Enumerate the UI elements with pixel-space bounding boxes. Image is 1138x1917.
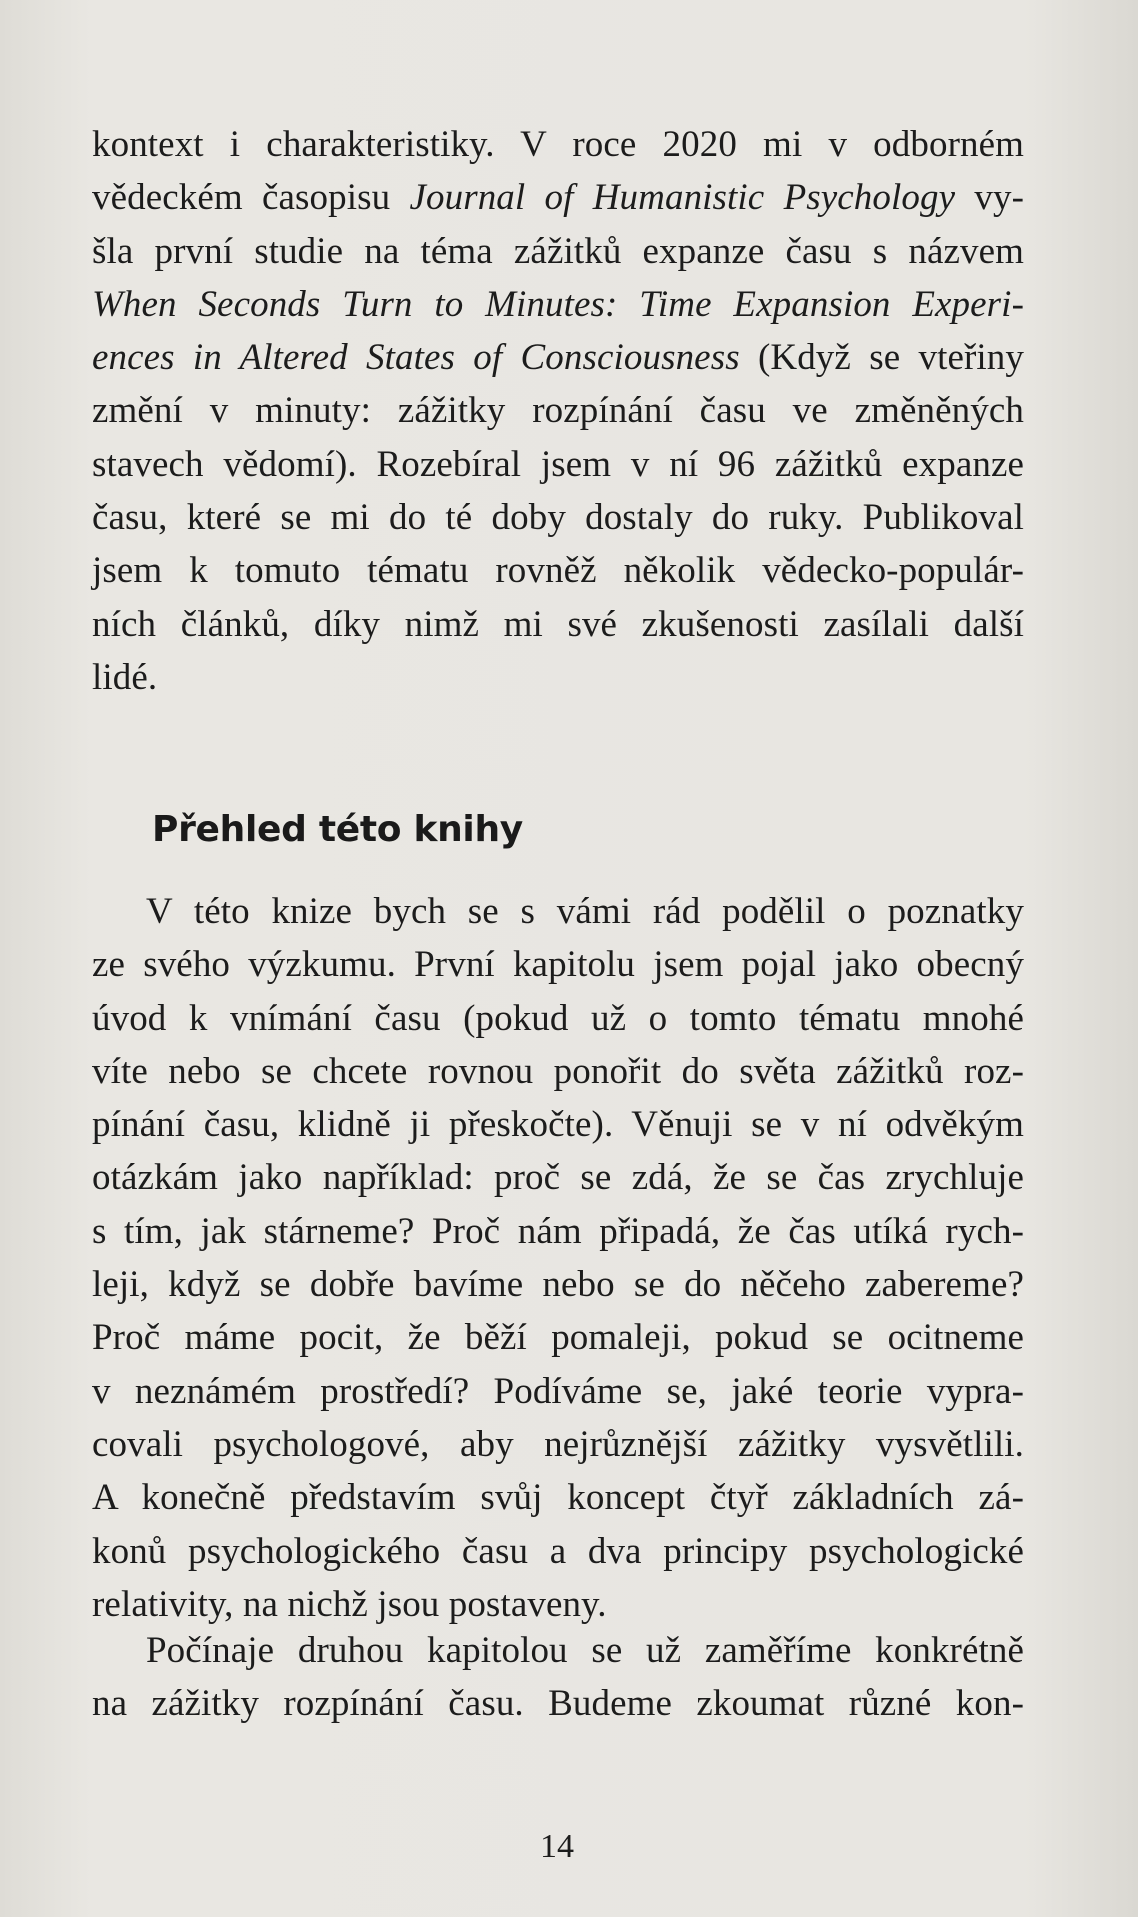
study-title-line: When Seconds Turn to Minutes: Time Expansion Experi- — [92, 283, 1024, 325]
text-line: jsem k tomuto tématu rovněž několik vědecko-populár- — [92, 550, 1024, 592]
section-heading: Přehled této knihy — [152, 809, 523, 850]
text-line: otázkám jako například: proč se zdá, že se čas zrychluje — [92, 1157, 1024, 1199]
text-segment: vy- — [955, 177, 1024, 219]
text-segment: vědeckém časopisu — [92, 177, 410, 219]
text-line: pínání času, klidně ji přeskočte). Věnuji se v ní odvěkým — [92, 1104, 1024, 1146]
text-line: Proč máme pocit, že běží pomaleji, pokud se ocitneme — [92, 1317, 1024, 1359]
page-number: 14 — [540, 1828, 574, 1865]
text-line: V této knize bych se s vámi rád podělil o poznatky — [146, 891, 1024, 932]
text-line: úvod k vnímání času (pokud už o tomto tématu mnohé — [92, 997, 1024, 1039]
text-line: relativity, na nichž jsou postaveny. — [92, 1583, 607, 1625]
text-line: v neznámém prostředí? Podíváme se, jaké teorie vypra- — [92, 1370, 1024, 1412]
text-line: konů psychologického času a dva principy psychologické — [92, 1530, 1024, 1572]
text-segment: (Když se vteřiny — [739, 337, 1024, 379]
text-line: A konečně představím svůj koncept čtyř základních zá- — [92, 1477, 1024, 1519]
text-line: změní v minuty: zážitky rozpínání času ve změněných — [92, 390, 1024, 432]
text-line: leji, když se dobře bavíme nebo se do něčeho zabereme? — [92, 1264, 1024, 1306]
journal-title: Journal of Humanistic Psychology — [409, 177, 956, 219]
text-line: kontext i charakteristiky. V roce 2020 mi v odborném — [92, 124, 1024, 165]
text-line — [92, 171, 1024, 224]
text-line: ních článků, díky nimž mi své zkušenosti zasílali další — [92, 603, 1024, 645]
study-title-line: ences in Altered States of Consciousness — [92, 337, 740, 379]
text-line: stavech vědomí). Rozebíral jsem v ní 96 zážitků expanze — [92, 443, 1024, 485]
paragraph-book-overview — [92, 885, 1024, 1631]
text-line: víte nebo se chcete rovnou ponořit do světa zážitků roz- — [92, 1050, 1024, 1092]
paragraph-intro-context — [92, 118, 1024, 704]
text-line: covali psychologové, aby nejrůznější zážitky vysvětlili. — [92, 1423, 1024, 1465]
text-line: času, které se mi do té doby dostaly do ruky. Publikoval — [92, 497, 1024, 539]
paragraph-second-chapter — [92, 1624, 1024, 1731]
text-line: Počínaje druhou kapitolou se už zaměříme konkrétně — [146, 1630, 1024, 1671]
text-line: šla první studie na téma zážitků expanze času s názvem — [92, 230, 1024, 272]
text-line: ze svého výzkumu. První kapitolu jsem pojal jako obecný — [92, 944, 1024, 986]
text-line — [92, 331, 1024, 384]
text-line: s tím, jak stárneme? Proč nám připadá, že čas utíká rych- — [92, 1210, 1024, 1252]
text-line: na zážitky rozpínání času. Budeme zkoumat různé kon- — [92, 1683, 1024, 1725]
text-line: lidé. — [92, 656, 158, 698]
